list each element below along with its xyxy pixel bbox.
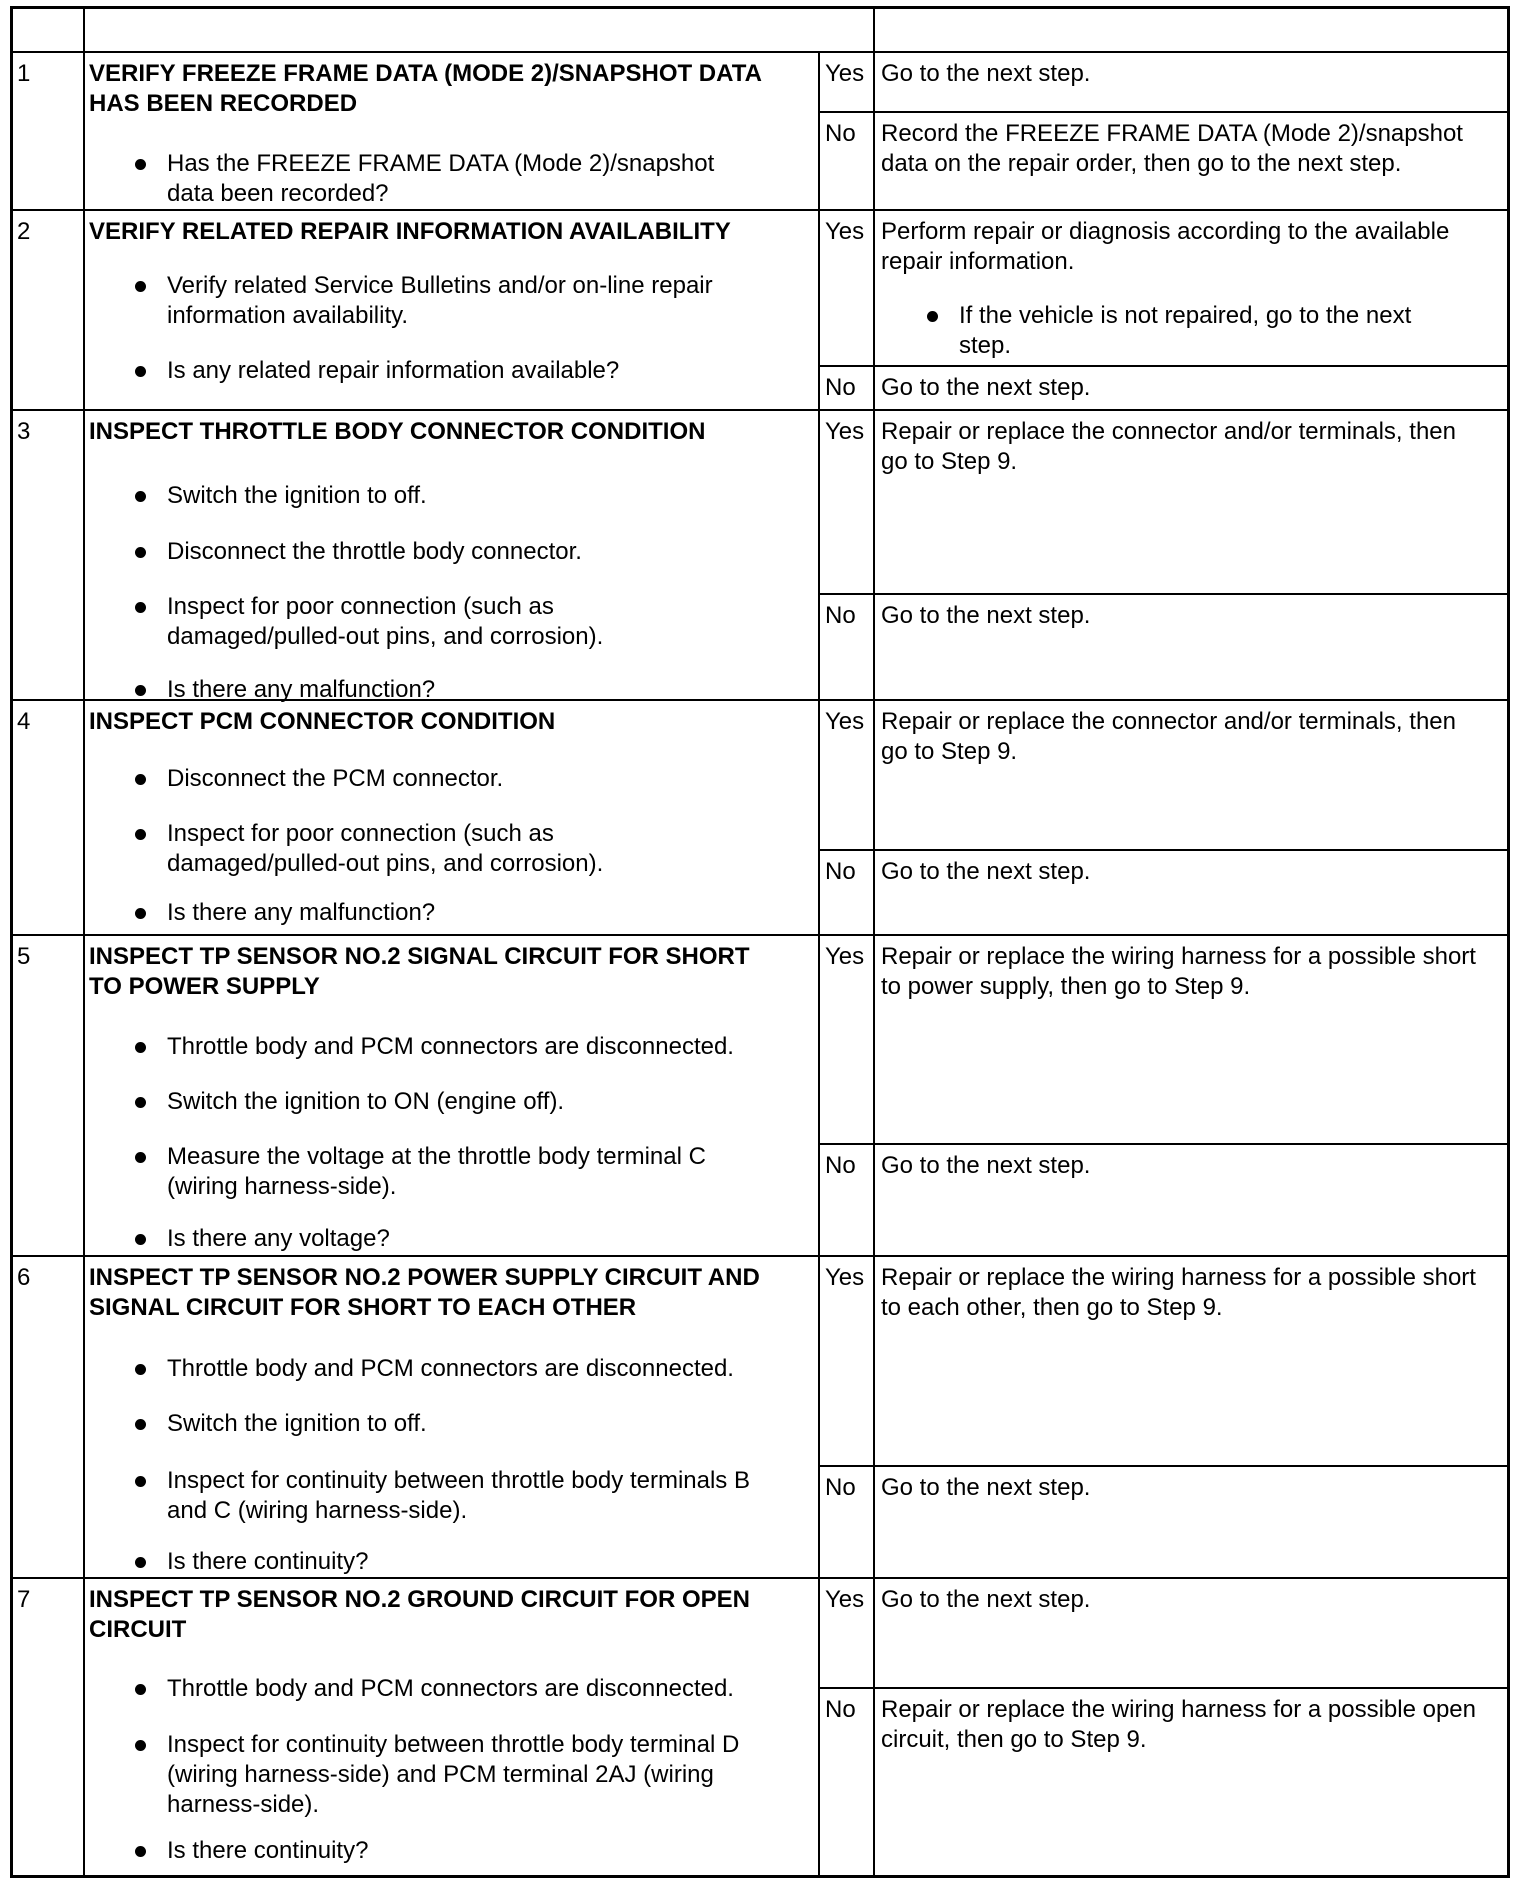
inspection-bullet-text: Verify related Service Bulletins and/or on-line repair <box>167 272 713 299</box>
no-action-text: Go to the next step. <box>881 1474 1091 1501</box>
inspection-title: INSPECT PCM CONNECTOR CONDITION <box>89 708 556 735</box>
inspection-bullet-text: Is there continuity? <box>167 1837 369 1864</box>
yes-action-text: Repair or replace the wiring harness for a possible short <box>881 943 1476 970</box>
yes-label: Yes <box>825 943 865 970</box>
bullet-dot-icon <box>135 685 146 696</box>
column-divider-step <box>83 9 85 1875</box>
yes-action-text: to power supply, then go to Step 9. <box>881 973 1251 1000</box>
bullet-dot-icon <box>135 1097 146 1108</box>
column-divider-action <box>873 9 875 1875</box>
inspection-title: CIRCUIT <box>89 1616 187 1643</box>
inspection-bullet-text: Inspect for continuity between throttle body terminals B <box>167 1467 750 1494</box>
inspection-bullet-text: Is any related repair information available? <box>167 357 620 384</box>
no-label: No <box>825 1152 856 1179</box>
inspection-title: VERIFY RELATED REPAIR INFORMATION AVAILABILITY <box>89 218 731 245</box>
inspection-title: VERIFY FREEZE FRAME DATA (MODE 2)/SNAPSHOT DATA <box>89 60 762 87</box>
yes-label: Yes <box>825 218 865 245</box>
bullet-dot-icon <box>135 159 146 170</box>
inspection-bullet-text: Switch the ignition to off. <box>167 482 427 509</box>
yes-action-text: go to Step 9. <box>881 738 1018 765</box>
no-action-text: Repair or replace the wiring harness for a possible open <box>881 1696 1476 1723</box>
no-action-text: data on the repair order, then go to the next step. <box>881 150 1402 177</box>
bullet-dot-icon <box>135 908 146 919</box>
yes-action-text: Go to the next step. <box>881 1586 1091 1613</box>
yes-no-divider <box>818 111 1507 113</box>
inspection-bullet-text: (wiring harness-side) and PCM terminal 2AJ (wiring <box>167 1761 714 1788</box>
inspection-bullet-text: Is there any voltage? <box>167 1225 390 1252</box>
yes-label: Yes <box>825 708 865 735</box>
yes-action-text: repair information. <box>881 248 1075 275</box>
inspection-title: TO POWER SUPPLY <box>89 973 320 1000</box>
no-label: No <box>825 120 856 147</box>
no-label: No <box>825 1696 856 1723</box>
inspection-title: INSPECT THROTTLE BODY CONNECTOR CONDITION <box>89 418 706 445</box>
inspection-bullet-text: Is there any malfunction? <box>167 676 436 703</box>
inspection-bullet-text: Inspect for continuity between throttle body terminal D <box>167 1731 740 1758</box>
bullet-dot-icon <box>135 1234 146 1245</box>
no-action-text: circuit, then go to Step 9. <box>881 1726 1147 1753</box>
no-label: No <box>825 602 856 629</box>
inspection-bullet-text: Is there any malfunction? <box>167 899 436 926</box>
yes-no-divider <box>818 1465 1507 1467</box>
bullet-dot-icon <box>135 366 146 377</box>
no-action-text: Go to the next step. <box>881 1152 1091 1179</box>
inspection-bullet-text: Throttle body and PCM connectors are disconnected. <box>167 1355 734 1382</box>
inspection-bullet-text: data been recorded? <box>167 180 389 207</box>
inspection-bullet-text: harness-side). <box>167 1791 320 1818</box>
step-number: 3 <box>17 418 31 445</box>
no-action-text: Go to the next step. <box>881 602 1091 629</box>
yes-action-text: Perform repair or diagnosis according to the available <box>881 218 1450 245</box>
step-number: 6 <box>17 1264 31 1291</box>
inspection-bullet-text: and C (wiring harness-side). <box>167 1497 468 1524</box>
no-label: No <box>825 374 856 401</box>
bullet-dot-icon <box>135 1684 146 1695</box>
inspection-bullet-text: (wiring harness-side). <box>167 1173 397 1200</box>
inspection-bullet-text: damaged/pulled-out pins, and corrosion). <box>167 850 604 877</box>
inspection-bullet-text: information availability. <box>167 302 408 329</box>
no-action-text: Go to the next step. <box>881 858 1091 885</box>
yes-action-text: go to Step 9. <box>881 448 1018 475</box>
step-number: 7 <box>17 1586 31 1613</box>
no-action-text: Go to the next step. <box>881 374 1091 401</box>
bullet-dot-icon <box>135 1846 146 1857</box>
yes-label: Yes <box>825 1586 865 1613</box>
step-number: 1 <box>17 60 31 87</box>
bullet-dot-icon <box>135 1152 146 1163</box>
yes-label: Yes <box>825 1264 865 1291</box>
yes-action-text: Go to the next step. <box>881 60 1091 87</box>
header-divider <box>13 51 1507 53</box>
column-divider-yesno <box>818 51 820 1875</box>
bullet-dot-icon <box>135 829 146 840</box>
row-divider <box>13 409 1507 411</box>
yes-action-bullet-text: step. <box>959 332 1012 359</box>
inspection-title: INSPECT TP SENSOR NO.2 GROUND CIRCUIT FOR OPEN <box>89 1586 750 1613</box>
yes-no-divider <box>818 1687 1507 1689</box>
yes-no-divider <box>818 1143 1507 1145</box>
inspection-title: INSPECT TP SENSOR NO.2 SIGNAL CIRCUIT FOR SHORT <box>89 943 750 970</box>
bullet-dot-icon <box>135 1476 146 1487</box>
yes-action-bullet-text: If the vehicle is not repaired, go to the next <box>959 302 1412 329</box>
step-number: 4 <box>17 708 31 735</box>
row-divider <box>13 1577 1507 1579</box>
inspection-title: SIGNAL CIRCUIT FOR SHORT TO EACH OTHER <box>89 1294 637 1321</box>
inspection-bullet-text: Inspect for poor connection (such as <box>167 593 554 620</box>
bullet-dot-icon <box>135 1364 146 1375</box>
inspection-bullet-text: Throttle body and PCM connectors are disconnected. <box>167 1033 734 1060</box>
row-divider <box>13 1255 1507 1257</box>
inspection-bullet-text: Is there continuity? <box>167 1548 369 1575</box>
inspection-bullet-text: Switch the ignition to ON (engine off). <box>167 1088 565 1115</box>
row-divider <box>13 209 1507 211</box>
no-label: No <box>825 858 856 885</box>
inspection-bullet-text: Has the FREEZE FRAME DATA (Mode 2)/snapshot <box>167 150 715 177</box>
no-action-text: Record the FREEZE FRAME DATA (Mode 2)/snapshot <box>881 120 1463 147</box>
bullet-dot-icon <box>135 281 146 292</box>
bullet-dot-icon <box>135 602 146 613</box>
bullet-dot-icon <box>135 1557 146 1568</box>
step-number: 2 <box>17 218 31 245</box>
yes-label: Yes <box>825 60 865 87</box>
bullet-dot-icon <box>927 311 938 322</box>
inspection-bullet-text: Inspect for poor connection (such as <box>167 820 554 847</box>
row-divider <box>13 934 1507 936</box>
inspection-bullet-text: Disconnect the throttle body connector. <box>167 538 582 565</box>
inspection-bullet-text: damaged/pulled-out pins, and corrosion). <box>167 623 604 650</box>
bullet-dot-icon <box>135 491 146 502</box>
bullet-dot-icon <box>135 1042 146 1053</box>
bullet-dot-icon <box>135 1419 146 1430</box>
step-number: 5 <box>17 943 31 970</box>
inspection-title: HAS BEEN RECORDED <box>89 90 358 117</box>
yes-action-text: Repair or replace the connector and/or terminals, then <box>881 418 1456 445</box>
bullet-dot-icon <box>135 547 146 558</box>
inspection-bullet-text: Measure the voltage at the throttle body terminal C <box>167 1143 706 1170</box>
bullet-dot-icon <box>135 1740 146 1751</box>
yes-label: Yes <box>825 418 865 445</box>
diagnostic-table <box>10 6 1510 1878</box>
yes-action-text: Repair or replace the connector and/or terminals, then <box>881 708 1456 735</box>
yes-no-divider <box>818 849 1507 851</box>
yes-no-divider <box>818 365 1507 367</box>
inspection-bullet-text: Switch the ignition to off. <box>167 1410 427 1437</box>
yes-action-text: to each other, then go to Step 9. <box>881 1294 1223 1321</box>
yes-action-text: Repair or replace the wiring harness for a possible short <box>881 1264 1476 1291</box>
yes-no-divider <box>818 593 1507 595</box>
bullet-dot-icon <box>135 774 146 785</box>
inspection-bullet-text: Throttle body and PCM connectors are disconnected. <box>167 1675 734 1702</box>
no-label: No <box>825 1474 856 1501</box>
inspection-bullet-text: Disconnect the PCM connector. <box>167 765 504 792</box>
inspection-title: INSPECT TP SENSOR NO.2 POWER SUPPLY CIRCUIT AND <box>89 1264 760 1291</box>
